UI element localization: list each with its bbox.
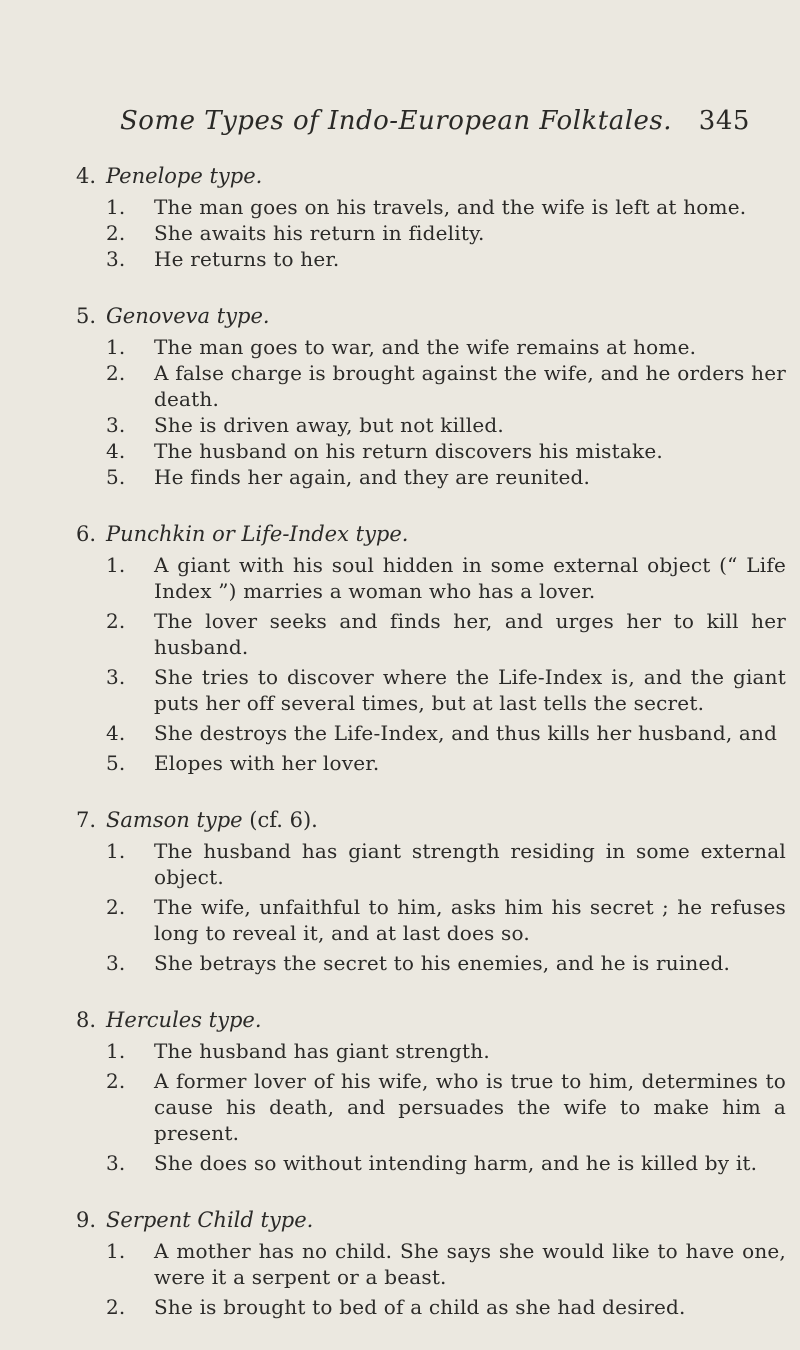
item-number: 4. xyxy=(106,721,126,745)
list-item xyxy=(76,838,786,890)
item-number: 3. xyxy=(106,413,126,437)
running-header xyxy=(120,106,760,136)
item-number: 4. xyxy=(106,439,126,463)
list-item xyxy=(76,194,786,220)
section-number: 5. xyxy=(76,304,97,328)
list-item xyxy=(76,464,786,490)
section-type-suffix: (cf. 6). xyxy=(242,808,318,832)
list-item xyxy=(76,608,786,660)
item-text: He returns to her. xyxy=(154,247,340,271)
item-number: 1. xyxy=(106,1039,126,1063)
section-type-name: Serpent Child type. xyxy=(106,1208,314,1232)
item-number: 5. xyxy=(106,751,126,775)
item-text: A mother has no child. She says she would like to have one, were it a serpent or a beast. xyxy=(154,1239,786,1289)
item-text: The husband has giant strength residing in some external object. xyxy=(154,839,786,889)
item-text: She betrays the secret to his enemies, and he is ruined. xyxy=(154,951,731,975)
list-item xyxy=(76,750,786,776)
item-number: 1. xyxy=(106,1239,126,1263)
section-penelope xyxy=(76,162,786,272)
page-number: 345 xyxy=(698,106,750,136)
item-text: He finds her again, and they are reunited. xyxy=(154,465,591,489)
running-title: Some Types of Indo-European Folktales. xyxy=(120,106,673,136)
section-number: 6. xyxy=(76,522,97,546)
item-text: The husband has giant strength. xyxy=(154,1039,490,1063)
item-text: She awaits his return in fidelity. xyxy=(154,221,485,245)
item-text: A false charge is brought against the wife, and he orders her death. xyxy=(154,361,786,411)
item-number: 2. xyxy=(106,1295,126,1319)
item-number: 2. xyxy=(106,895,126,919)
list-item xyxy=(76,552,786,604)
section-number: 4. xyxy=(76,164,97,188)
item-number: 1. xyxy=(106,195,126,219)
item-text: She is driven away, but not killed. xyxy=(154,413,504,437)
list-item xyxy=(76,246,786,272)
item-number: 2. xyxy=(106,1069,126,1093)
item-number: 2. xyxy=(106,221,126,245)
list-item xyxy=(76,412,786,438)
item-number: 3. xyxy=(106,247,126,271)
item-number: 1. xyxy=(106,335,126,359)
item-text: She destroys the Life-Index, and thus kills her husband, and xyxy=(154,721,778,745)
section-heading xyxy=(76,806,786,834)
item-number: 2. xyxy=(106,609,126,633)
item-text: Elopes with her lover. xyxy=(154,751,380,775)
section-type-name: Hercules type. xyxy=(106,1008,262,1032)
item-number: 3. xyxy=(106,1151,126,1175)
section-type-name: Penelope type. xyxy=(106,164,263,188)
item-text: She tries to discover where the Life-Index is, and the giant puts her off several times, but at last tells the secret. xyxy=(154,665,786,715)
item-text: The husband on his return discovers his mistake. xyxy=(154,439,663,463)
section-hercules xyxy=(76,1006,786,1176)
section-samson xyxy=(76,806,786,976)
list-item xyxy=(76,1150,786,1176)
item-number: 3. xyxy=(106,665,126,689)
section-heading xyxy=(76,1006,786,1034)
section-number: 7. xyxy=(76,808,97,832)
section-serpent-child xyxy=(76,1206,786,1320)
item-text: The man goes to war, and the wife remains at home. xyxy=(154,335,697,359)
list-item xyxy=(76,950,786,976)
item-text: She does so without intending harm, and he is killed by it. xyxy=(154,1151,758,1175)
item-text: A giant with his soul hidden in some external object (“ Life Index ”) marries a woman who has a lover. xyxy=(154,553,786,603)
item-text: The man goes on his travels, and the wife is left at home. xyxy=(154,195,747,219)
item-number: 5. xyxy=(106,465,126,489)
section-punchkin xyxy=(76,520,786,776)
section-heading xyxy=(76,520,786,548)
list-item xyxy=(76,664,786,716)
section-heading xyxy=(76,162,786,190)
item-text: The wife, unfaithful to him, asks him his secret ; he refuses long to reveal it, and at last does so. xyxy=(154,895,786,945)
list-item xyxy=(76,360,786,412)
section-type-name: Punchkin or Life-Index type. xyxy=(106,522,409,546)
list-item xyxy=(76,1068,786,1146)
list-item xyxy=(76,438,786,464)
item-number: 1. xyxy=(106,553,126,577)
page-body xyxy=(76,162,786,1350)
item-text: The lover seeks and finds her, and urges her to kill her husband. xyxy=(154,609,786,659)
item-number: 3. xyxy=(106,951,126,975)
item-number: 2. xyxy=(106,361,126,385)
section-type-name: Samson type xyxy=(106,808,243,832)
list-item xyxy=(76,1294,786,1320)
section-heading xyxy=(76,302,786,330)
section-number: 9. xyxy=(76,1208,97,1232)
section-type-name: Genoveva type. xyxy=(106,304,270,328)
list-item xyxy=(76,720,786,746)
item-text: A former lover of his wife, who is true to him, determines to cause his death, and persuades the wife to make him a present. xyxy=(154,1069,786,1145)
list-item xyxy=(76,220,786,246)
section-heading xyxy=(76,1206,786,1234)
item-number: 1. xyxy=(106,839,126,863)
section-number: 8. xyxy=(76,1008,97,1032)
list-item xyxy=(76,1238,786,1290)
list-item xyxy=(76,334,786,360)
item-text: She is brought to bed of a child as she had desired. xyxy=(154,1295,686,1319)
list-item xyxy=(76,894,786,946)
list-item xyxy=(76,1038,786,1064)
section-genoveva xyxy=(76,302,786,490)
